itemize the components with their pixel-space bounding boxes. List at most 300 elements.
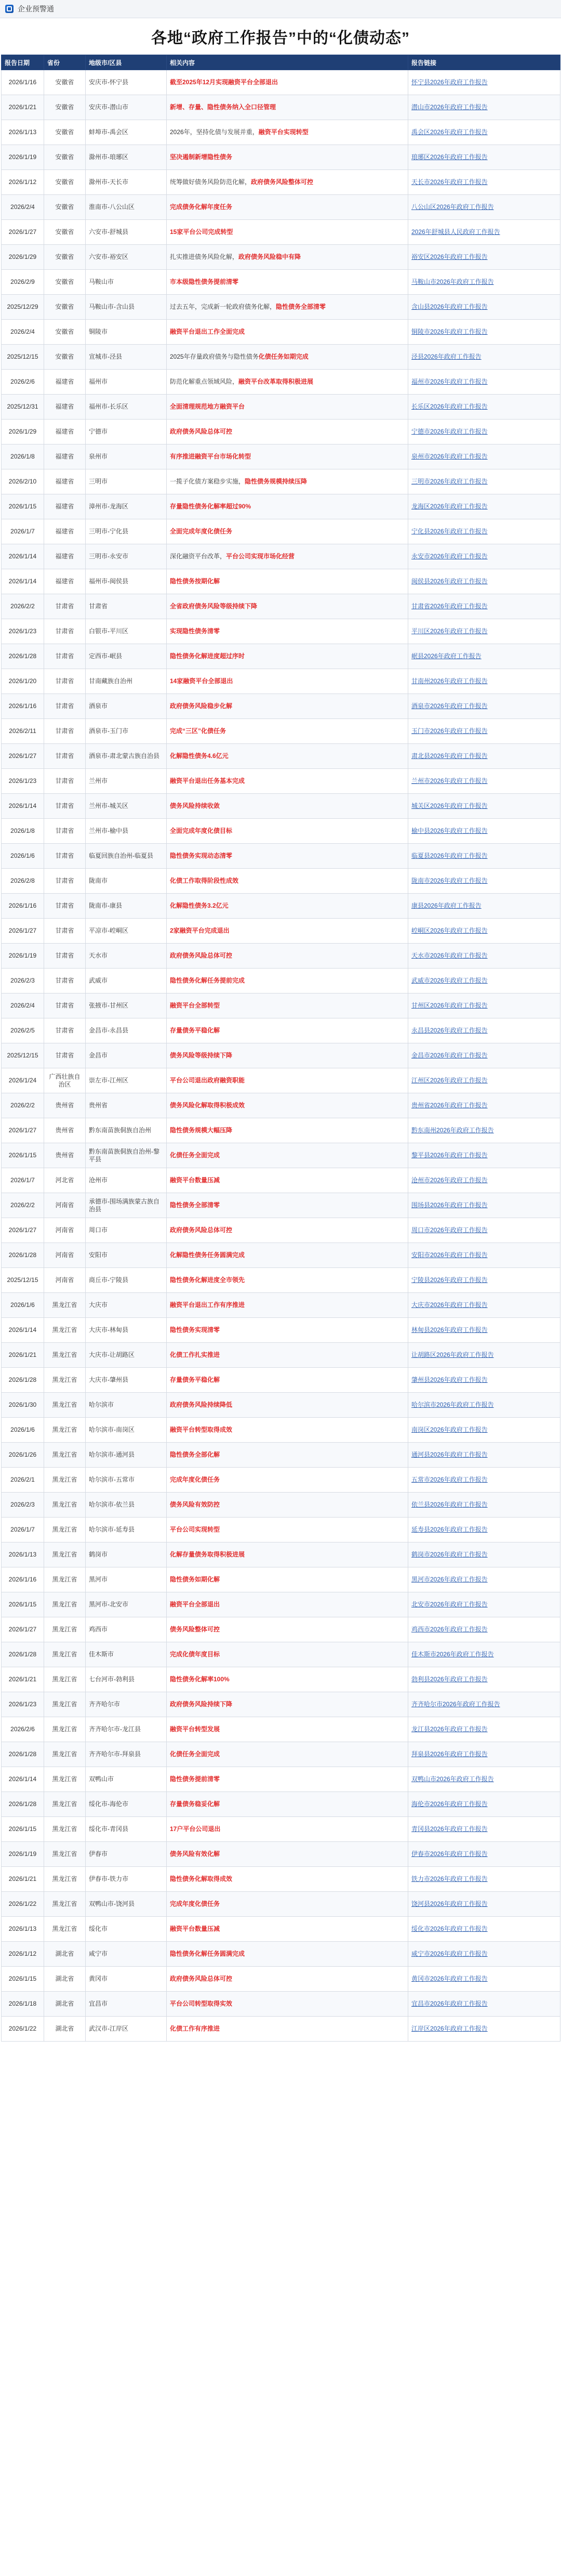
cell-content bbox=[167, 195, 408, 220]
cell-province: 甘肃省 bbox=[44, 644, 86, 669]
cell-date: 2026/2/4 bbox=[2, 993, 44, 1018]
cell-city: 三明市-宁化县 bbox=[86, 519, 167, 544]
content-highlight: 完成年度化债任务 bbox=[170, 1900, 220, 1907]
cell-date: 2026/1/21 bbox=[2, 1343, 44, 1368]
report-link[interactable]: 潜山市2026年政府工作报告 bbox=[408, 95, 560, 120]
content-text: 扎实推进债务风险化解， bbox=[170, 253, 239, 260]
cell-date: 2026/2/3 bbox=[2, 1493, 44, 1518]
content-highlight: 政府债务风险整体可控 bbox=[251, 178, 314, 186]
cell-province: 湖北省 bbox=[44, 1942, 86, 1967]
cell-province: 甘肃省 bbox=[44, 869, 86, 894]
table-row bbox=[2, 1268, 560, 1293]
table-row bbox=[2, 320, 560, 345]
cell-content bbox=[167, 1118, 408, 1143]
table-row bbox=[2, 444, 560, 469]
cell-date: 2026/2/6 bbox=[2, 370, 44, 395]
cell-province: 安徽省 bbox=[44, 245, 86, 270]
cell-date: 2026/1/6 bbox=[2, 844, 44, 869]
table-row bbox=[2, 1318, 560, 1343]
cell-date: 2026/1/23 bbox=[2, 1692, 44, 1717]
cell-province: 广西壮族自治区 bbox=[44, 1068, 86, 1093]
cell-city: 金昌市-永昌县 bbox=[86, 1018, 167, 1043]
cell-content bbox=[167, 1243, 408, 1268]
cell-city: 陇南市-康县 bbox=[86, 894, 167, 919]
report-link[interactable]: 泉州市2026年政府工作报告 bbox=[408, 444, 560, 469]
content-highlight: 化债工作有序推进 bbox=[170, 2025, 220, 2032]
report-link[interactable]: 永安市2026年政府工作报告 bbox=[408, 544, 560, 569]
content-highlight: 隐性债务按期化解 bbox=[170, 578, 220, 585]
cell-date: 2026/1/23 bbox=[2, 769, 44, 794]
content-highlight: 15家平台公司完成转型 bbox=[170, 228, 233, 236]
report-link[interactable]: 岷县2026年政府工作报告 bbox=[408, 644, 560, 669]
cell-city: 齐齐哈尔市 bbox=[86, 1692, 167, 1717]
cell-province: 安徽省 bbox=[44, 270, 86, 295]
cell-province: 黑龙江省 bbox=[44, 1343, 86, 1368]
cell-city: 天水市 bbox=[86, 944, 167, 969]
report-link[interactable]: 铁力市2026年政府工作报告 bbox=[408, 1867, 560, 1892]
cell-province: 黑龙江省 bbox=[44, 1592, 86, 1617]
cell-city: 双鸭山市 bbox=[86, 1767, 167, 1792]
content-highlight: 完成债务化解年度任务 bbox=[170, 203, 233, 211]
report-link[interactable]: 泾县2026年政府工作报告 bbox=[408, 345, 560, 370]
cell-date: 2026/1/12 bbox=[2, 170, 44, 195]
cell-city: 漳州市-龙海区 bbox=[86, 494, 167, 519]
table-row bbox=[2, 1343, 560, 1368]
report-link[interactable]: 闽侯县2026年政府工作报告 bbox=[408, 569, 560, 594]
content-highlight: 全省政府债务风险等级持续下降 bbox=[170, 603, 258, 610]
cell-city: 蚌埠市-禹会区 bbox=[86, 120, 167, 145]
cell-province: 黑龙江省 bbox=[44, 1867, 86, 1892]
cell-content bbox=[167, 245, 408, 270]
cell-content bbox=[167, 1493, 408, 1518]
table-row bbox=[2, 1842, 560, 1867]
content-highlight: 融资平台全部转型 bbox=[170, 1002, 220, 1009]
table-row bbox=[2, 1942, 560, 1967]
cell-province: 安徽省 bbox=[44, 295, 86, 320]
cell-date: 2026/1/29 bbox=[2, 245, 44, 270]
table-row bbox=[2, 1143, 560, 1168]
cell-date: 2026/1/16 bbox=[2, 694, 44, 719]
report-link[interactable]: 裕安区2026年政府工作报告 bbox=[408, 245, 560, 270]
cell-city: 齐齐哈尔市-拜泉县 bbox=[86, 1742, 167, 1767]
cell-province: 甘肃省 bbox=[44, 1043, 86, 1068]
header-city: 地级市/区县 bbox=[86, 55, 167, 70]
cell-date: 2026/1/30 bbox=[2, 1393, 44, 1418]
report-link[interactable]: 江岸区2026年政府工作报告 bbox=[408, 2017, 560, 2042]
cell-city: 大庆市-肇州县 bbox=[86, 1368, 167, 1393]
report-link[interactable]: 拜泉县2026年政府工作报告 bbox=[408, 1742, 560, 1767]
report-link[interactable]: 安阳市2026年政府工作报告 bbox=[408, 1243, 560, 1268]
content-highlight: 政府债务风险总体可控 bbox=[170, 428, 233, 435]
cell-date: 2026/1/28 bbox=[2, 1368, 44, 1393]
table-row bbox=[2, 1667, 560, 1692]
table-row bbox=[2, 95, 560, 120]
cell-content bbox=[167, 1468, 408, 1493]
cell-province: 黑龙江省 bbox=[44, 1567, 86, 1592]
report-link[interactable]: 大庆市2026年政府工作报告 bbox=[408, 1293, 560, 1318]
cell-city: 咸宁市 bbox=[86, 1942, 167, 1967]
cell-city: 马鞍山市-含山县 bbox=[86, 295, 167, 320]
cell-content bbox=[167, 1967, 408, 1992]
report-link[interactable]: 宁陵县2026年政府工作报告 bbox=[408, 1268, 560, 1293]
cell-province: 甘肃省 bbox=[44, 594, 86, 619]
cell-province: 安徽省 bbox=[44, 70, 86, 95]
report-link[interactable]: 黔东南州2026年政府工作报告 bbox=[408, 1118, 560, 1143]
report-link[interactable]: 南岗区2026年政府工作报告 bbox=[408, 1418, 560, 1443]
cell-date: 2026/1/16 bbox=[2, 1567, 44, 1592]
cell-content bbox=[167, 295, 408, 320]
content-highlight: 完成“三区”化债任务 bbox=[170, 727, 226, 735]
cell-content bbox=[167, 819, 408, 844]
cell-city: 哈尔滨市-五常市 bbox=[86, 1468, 167, 1493]
cell-content bbox=[167, 844, 408, 869]
content-highlight: 市本级隐性债务提前清零 bbox=[170, 278, 239, 285]
content-highlight: 隐性债务全部清零 bbox=[276, 303, 326, 310]
cell-content bbox=[167, 1143, 408, 1168]
report-link[interactable]: 龙江县2026年政府工作报告 bbox=[408, 1717, 560, 1742]
table-row bbox=[2, 170, 560, 195]
table-row bbox=[2, 944, 560, 969]
report-link[interactable]: 甘州区2026年政府工作报告 bbox=[408, 993, 560, 1018]
report-link[interactable]: 2026年舒城县人民政府工作报告 bbox=[408, 220, 560, 245]
report-link[interactable]: 依兰县2026年政府工作报告 bbox=[408, 1493, 560, 1518]
table-row bbox=[2, 744, 560, 769]
report-link[interactable]: 宁德市2026年政府工作报告 bbox=[408, 420, 560, 444]
content-highlight: 融资平台数量压减 bbox=[170, 1925, 220, 1932]
report-link[interactable]: 永昌县2026年政府工作报告 bbox=[408, 1018, 560, 1043]
report-link[interactable]: 宜昌市2026年政府工作报告 bbox=[408, 1992, 560, 2017]
report-link[interactable]: 兰州市2026年政府工作报告 bbox=[408, 769, 560, 794]
content-highlight: 融资平台退出工作全面完成 bbox=[170, 328, 245, 335]
cell-city: 绥化市 bbox=[86, 1917, 167, 1942]
cell-city: 哈尔滨市-通河县 bbox=[86, 1443, 167, 1468]
content-highlight: 完成化债年度目标 bbox=[170, 1651, 220, 1658]
app-title: 企业预警通 bbox=[18, 5, 54, 13]
cell-city: 宣城市-泾县 bbox=[86, 345, 167, 370]
report-link[interactable]: 甘南州2026年政府工作报告 bbox=[408, 669, 560, 694]
report-link[interactable]: 鹤岗市2026年政府工作报告 bbox=[408, 1542, 560, 1567]
content-highlight: 隐性债务规模大幅压降 bbox=[170, 1127, 233, 1134]
cell-content bbox=[167, 1443, 408, 1468]
cell-date: 2026/2/5 bbox=[2, 1018, 44, 1043]
cell-date: 2026/1/29 bbox=[2, 420, 44, 444]
cell-content bbox=[167, 993, 408, 1018]
table-row bbox=[2, 1567, 560, 1592]
cell-content bbox=[167, 719, 408, 744]
table-row bbox=[2, 1817, 560, 1842]
cell-city: 沧州市 bbox=[86, 1168, 167, 1193]
cell-content bbox=[167, 95, 408, 120]
table-row bbox=[2, 1892, 560, 1917]
table-row bbox=[2, 220, 560, 245]
table-row bbox=[2, 145, 560, 170]
content-highlight: 2家融资平台完成退出 bbox=[170, 927, 230, 934]
cell-content bbox=[167, 1393, 408, 1418]
cell-city: 哈尔滨市-依兰县 bbox=[86, 1493, 167, 1518]
cell-city: 安阳市 bbox=[86, 1243, 167, 1268]
report-link[interactable]: 榆中县2026年政府工作报告 bbox=[408, 819, 560, 844]
report-link[interactable]: 周口市2026年政府工作报告 bbox=[408, 1218, 560, 1243]
cell-date: 2026/1/20 bbox=[2, 669, 44, 694]
table-row bbox=[2, 769, 560, 794]
report-link[interactable]: 延寿县2026年政府工作报告 bbox=[408, 1518, 560, 1542]
cell-content bbox=[167, 494, 408, 519]
cell-city: 绥化市-海伦市 bbox=[86, 1792, 167, 1817]
report-link[interactable]: 武威市2026年政府工作报告 bbox=[408, 969, 560, 993]
report-link[interactable]: 肇州县2026年政府工作报告 bbox=[408, 1368, 560, 1393]
report-link[interactable]: 江州区2026年政府工作报告 bbox=[408, 1068, 560, 1093]
cell-content bbox=[167, 1218, 408, 1243]
report-link[interactable]: 龙海区2026年政府工作报告 bbox=[408, 494, 560, 519]
cell-province: 湖北省 bbox=[44, 2017, 86, 2042]
cell-date: 2025/12/15 bbox=[2, 1268, 44, 1293]
content-highlight: 14家融资平台全部退出 bbox=[170, 677, 233, 685]
content-highlight: 隐性债务提前清零 bbox=[170, 1775, 220, 1783]
report-link[interactable]: 黑河市2026年政府工作报告 bbox=[408, 1567, 560, 1592]
report-link[interactable]: 怀宁县2026年政府工作报告 bbox=[408, 70, 560, 95]
table-row bbox=[2, 993, 560, 1018]
report-link[interactable]: 海伦市2026年政府工作报告 bbox=[408, 1792, 560, 1817]
report-link[interactable]: 福州市2026年政府工作报告 bbox=[408, 370, 560, 395]
table-row bbox=[2, 120, 560, 145]
cell-city: 武汉市-江岸区 bbox=[86, 2017, 167, 2042]
cell-city: 贵州省 bbox=[86, 1093, 167, 1118]
content-highlight: 平台公司实现转型 bbox=[170, 1526, 220, 1533]
cell-province: 甘肃省 bbox=[44, 744, 86, 769]
cell-province: 湖北省 bbox=[44, 1967, 86, 1992]
table-row bbox=[2, 1767, 560, 1792]
report-link[interactable]: 肃北县2026年政府工作报告 bbox=[408, 744, 560, 769]
report-link[interactable]: 饶河县2026年政府工作报告 bbox=[408, 1892, 560, 1917]
cell-content bbox=[167, 1018, 408, 1043]
cell-content bbox=[167, 2017, 408, 2042]
cell-province: 安徽省 bbox=[44, 95, 86, 120]
table-row bbox=[2, 2017, 560, 2042]
cell-city: 黑河市 bbox=[86, 1567, 167, 1592]
report-link[interactable]: 甘肃省2026年政府工作报告 bbox=[408, 594, 560, 619]
cell-date: 2026/2/3 bbox=[2, 969, 44, 993]
cell-city: 张掖市-甘州区 bbox=[86, 993, 167, 1018]
cell-city: 六安市-裕安区 bbox=[86, 245, 167, 270]
report-link[interactable]: 康县2026年政府工作报告 bbox=[408, 894, 560, 919]
report-link[interactable]: 北安市2026年政府工作报告 bbox=[408, 1592, 560, 1617]
report-link[interactable]: 通河县2026年政府工作报告 bbox=[408, 1443, 560, 1468]
content-highlight: 坚决遏制新增隐性债务 bbox=[170, 153, 233, 161]
report-link[interactable]: 崆峒区2026年政府工作报告 bbox=[408, 919, 560, 944]
table-row bbox=[2, 1443, 560, 1468]
cell-date: 2026/1/28 bbox=[2, 1792, 44, 1817]
cell-date: 2026/1/23 bbox=[2, 619, 44, 644]
report-link[interactable]: 八公山区2026年政府工作报告 bbox=[408, 195, 560, 220]
table-row bbox=[2, 544, 560, 569]
table-row bbox=[2, 1617, 560, 1642]
cell-date: 2026/1/28 bbox=[2, 644, 44, 669]
table-row bbox=[2, 1542, 560, 1567]
report-link[interactable]: 宁化县2026年政府工作报告 bbox=[408, 519, 560, 544]
cell-province: 河南省 bbox=[44, 1218, 86, 1243]
cell-date: 2026/1/15 bbox=[2, 1817, 44, 1842]
cell-content bbox=[167, 519, 408, 544]
content-text: 2025年存量政府债务与隐性债务 bbox=[170, 353, 259, 360]
cell-content bbox=[167, 1992, 408, 2017]
cell-province: 甘肃省 bbox=[44, 993, 86, 1018]
cell-province: 黑龙江省 bbox=[44, 1767, 86, 1792]
cell-city: 滁州市-琅琊区 bbox=[86, 145, 167, 170]
content-highlight: 隐性债务化解率100% bbox=[170, 1676, 230, 1683]
cell-province: 黑龙江省 bbox=[44, 1542, 86, 1567]
content-highlight: 平台公司转型取得实效 bbox=[170, 2000, 233, 2007]
report-link[interactable]: 城关区2026年政府工作报告 bbox=[408, 794, 560, 819]
report-link[interactable]: 玉门市2026年政府工作报告 bbox=[408, 719, 560, 744]
report-link[interactable]: 金昌市2026年政府工作报告 bbox=[408, 1043, 560, 1068]
content-text: 过去五年，完成新一轮政府债务化解， bbox=[170, 303, 276, 310]
table-row bbox=[2, 569, 560, 594]
table-row bbox=[2, 1642, 560, 1667]
report-link[interactable]: 绥化市2026年政府工作报告 bbox=[408, 1917, 560, 1942]
report-link[interactable]: 含山县2026年政府工作报告 bbox=[408, 295, 560, 320]
cell-date: 2026/1/14 bbox=[2, 544, 44, 569]
report-link[interactable]: 双鸭山市2026年政府工作报告 bbox=[408, 1767, 560, 1792]
report-link[interactable]: 齐齐哈尔市2026年政府工作报告 bbox=[408, 1692, 560, 1717]
cell-date: 2026/1/18 bbox=[2, 1992, 44, 2017]
cell-province: 黑龙江省 bbox=[44, 1443, 86, 1468]
cell-content bbox=[167, 569, 408, 594]
content-highlight: 隐性债务化解进度全市领先 bbox=[170, 1276, 245, 1284]
cell-content bbox=[167, 1867, 408, 1892]
cell-province: 福建省 bbox=[44, 444, 86, 469]
cell-city: 哈尔滨市-延寿县 bbox=[86, 1518, 167, 1542]
table-row bbox=[2, 1168, 560, 1193]
table-row bbox=[2, 594, 560, 619]
cell-city: 安庆市-潜山市 bbox=[86, 95, 167, 120]
cell-city: 绥化市-青冈县 bbox=[86, 1817, 167, 1842]
report-link[interactable]: 青冈县2026年政府工作报告 bbox=[408, 1817, 560, 1842]
report-link[interactable]: 让胡路区2026年政府工作报告 bbox=[408, 1343, 560, 1368]
cell-date: 2026/1/21 bbox=[2, 95, 44, 120]
report-link[interactable]: 禹会区2026年政府工作报告 bbox=[408, 120, 560, 145]
cell-content bbox=[167, 1268, 408, 1293]
report-link[interactable]: 五常市2026年政府工作报告 bbox=[408, 1468, 560, 1493]
cell-date: 2026/1/15 bbox=[2, 1967, 44, 1992]
cell-province: 甘肃省 bbox=[44, 619, 86, 644]
report-link[interactable]: 贵州省2026年政府工作报告 bbox=[408, 1093, 560, 1118]
cell-city: 伊春市-铁力市 bbox=[86, 1867, 167, 1892]
cell-date: 2026/1/22 bbox=[2, 1892, 44, 1917]
cell-city: 周口市 bbox=[86, 1218, 167, 1243]
report-link[interactable]: 鸡西市2026年政府工作报告 bbox=[408, 1617, 560, 1642]
cell-province: 安徽省 bbox=[44, 120, 86, 145]
table-row bbox=[2, 1218, 560, 1243]
table-row bbox=[2, 245, 560, 270]
cell-date: 2026/1/7 bbox=[2, 1518, 44, 1542]
cell-content bbox=[167, 1592, 408, 1617]
report-link[interactable]: 佳木斯市2026年政府工作报告 bbox=[408, 1642, 560, 1667]
table-row bbox=[2, 370, 560, 395]
cell-date: 2025/12/15 bbox=[2, 345, 44, 370]
report-link[interactable]: 琅琊区2026年政府工作报告 bbox=[408, 145, 560, 170]
table-row bbox=[2, 1717, 560, 1742]
cell-province: 黑龙江省 bbox=[44, 1293, 86, 1318]
table-row bbox=[2, 1243, 560, 1268]
table-row bbox=[2, 919, 560, 944]
cell-province: 甘肃省 bbox=[44, 894, 86, 919]
cell-city: 大庆市-林甸县 bbox=[86, 1318, 167, 1343]
cell-province: 甘肃省 bbox=[44, 694, 86, 719]
table-row bbox=[2, 794, 560, 819]
report-link[interactable]: 铜陵市2026年政府工作报告 bbox=[408, 320, 560, 345]
cell-province: 贵州省 bbox=[44, 1118, 86, 1143]
header-content: 相关内容 bbox=[167, 55, 408, 70]
table-row bbox=[2, 420, 560, 444]
cell-province: 甘肃省 bbox=[44, 969, 86, 993]
content-highlight: 截至2025年12月实现融资平台全部退出 bbox=[170, 79, 278, 86]
report-link[interactable]: 酒泉市2026年政府工作报告 bbox=[408, 694, 560, 719]
table-row bbox=[2, 894, 560, 919]
content-highlight: 完成年度化债任务 bbox=[170, 1476, 220, 1483]
report-link[interactable]: 林甸县2026年政府工作报告 bbox=[408, 1318, 560, 1343]
cell-content bbox=[167, 1193, 408, 1218]
cell-content bbox=[167, 1767, 408, 1792]
cell-content bbox=[167, 669, 408, 694]
cell-province: 福建省 bbox=[44, 519, 86, 544]
cell-content bbox=[167, 420, 408, 444]
report-link[interactable]: 沧州市2026年政府工作报告 bbox=[408, 1168, 560, 1193]
report-link[interactable]: 三明市2026年政府工作报告 bbox=[408, 469, 560, 494]
table-row bbox=[2, 469, 560, 494]
cell-city: 三明市 bbox=[86, 469, 167, 494]
content-text: 统筹做好债务风险防范化解， bbox=[170, 178, 251, 186]
cell-province: 黑龙江省 bbox=[44, 1617, 86, 1642]
table-row bbox=[2, 70, 560, 95]
report-link[interactable]: 长乐区2026年政府工作报告 bbox=[408, 395, 560, 420]
report-link[interactable]: 黎平县2026年政府工作报告 bbox=[408, 1143, 560, 1168]
report-link[interactable]: 伊春市2026年政府工作报告 bbox=[408, 1842, 560, 1867]
report-link[interactable]: 陇南市2026年政府工作报告 bbox=[408, 869, 560, 894]
cell-content bbox=[167, 594, 408, 619]
cell-date: 2025/12/31 bbox=[2, 395, 44, 420]
cell-city: 宜昌市 bbox=[86, 1992, 167, 2017]
report-link[interactable]: 天长市2026年政府工作报告 bbox=[408, 170, 560, 195]
cell-date: 2026/1/14 bbox=[2, 794, 44, 819]
report-link[interactable]: 天水市2026年政府工作报告 bbox=[408, 944, 560, 969]
cell-province: 甘肃省 bbox=[44, 944, 86, 969]
cell-city: 陇南市 bbox=[86, 869, 167, 894]
report-link[interactable]: 勃利县2026年政府工作报告 bbox=[408, 1667, 560, 1692]
cell-date: 2026/2/2 bbox=[2, 1193, 44, 1218]
report-link[interactable]: 临夏县2026年政府工作报告 bbox=[408, 844, 560, 869]
cell-province: 河南省 bbox=[44, 1243, 86, 1268]
cell-content bbox=[167, 1318, 408, 1343]
content-highlight: 隐性债务实现清零 bbox=[170, 1326, 220, 1333]
cell-province: 贵州省 bbox=[44, 1093, 86, 1118]
report-link[interactable]: 平川区2026年政府工作报告 bbox=[408, 619, 560, 644]
report-link[interactable]: 黄冈市2026年政府工作报告 bbox=[408, 1967, 560, 1992]
content-highlight: 融资平台退出任务基本完成 bbox=[170, 777, 245, 784]
cell-date: 2025/12/15 bbox=[2, 1043, 44, 1068]
cell-city: 马鞍山市 bbox=[86, 270, 167, 295]
content-highlight: 存量债务稳妥化解 bbox=[170, 1800, 220, 1808]
report-link[interactable]: 咸宁市2026年政府工作报告 bbox=[408, 1942, 560, 1967]
report-link[interactable]: 马鞍山市2026年政府工作报告 bbox=[408, 270, 560, 295]
report-link[interactable]: 围场县2026年政府工作报告 bbox=[408, 1193, 560, 1218]
content-highlight: 存量隐性债务化解率超过90% bbox=[170, 503, 251, 510]
cell-date: 2026/2/4 bbox=[2, 320, 44, 345]
content-highlight: 化债工作扎实推进 bbox=[170, 1351, 220, 1358]
table-row bbox=[2, 270, 560, 295]
report-link[interactable]: 哈尔滨市2026年政府工作报告 bbox=[408, 1393, 560, 1418]
content-highlight: 有序推进融资平台市场化转型 bbox=[170, 453, 251, 460]
content-highlight: 隐性债务全部清零 bbox=[170, 1201, 220, 1209]
